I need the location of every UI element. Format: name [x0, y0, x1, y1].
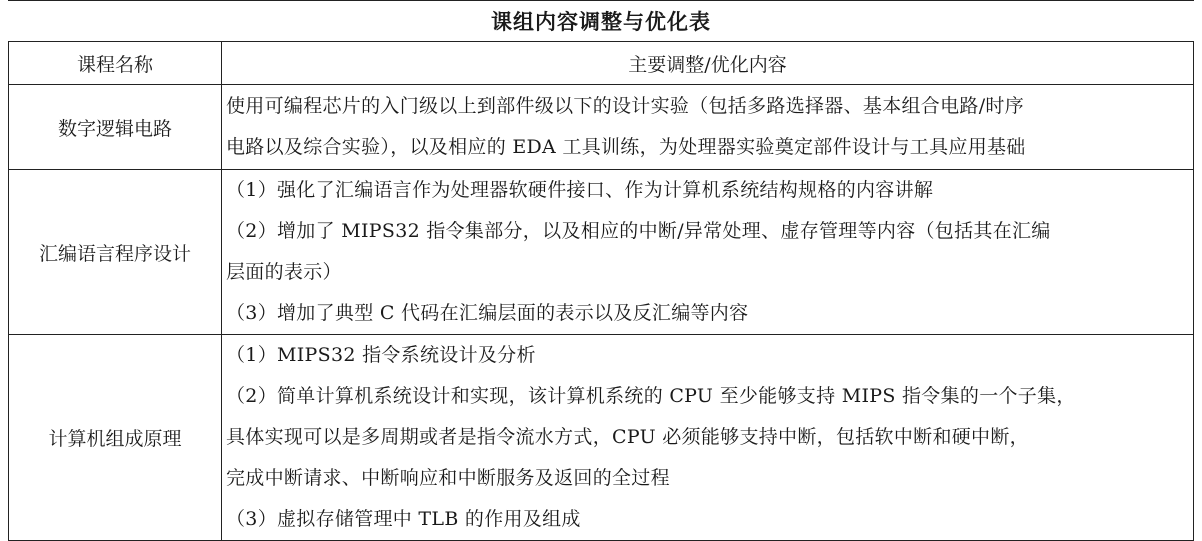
content-line: （3）增加了典型 C 代码在汇编层面的表示以及反汇编等内容	[226, 302, 749, 324]
content-line: （1）强化了汇编语言作为处理器软硬件接口、作为计算机系统结构规格的内容讲解	[226, 179, 934, 201]
table-row	[9, 335, 1194, 541]
content-line: 使用可编程芯片的入门级以上到部件级以下的设计实验（包括多路选择器、基本组合电路/时序	[226, 95, 1025, 117]
header-course-name: 课程名称	[9, 42, 222, 85]
content-cell	[222, 85, 1194, 170]
content-cell	[222, 335, 1194, 541]
course-adjustment-table	[8, 41, 1194, 541]
content-line: （3）虚拟存储管理中 TLB 的作用及组成	[226, 508, 581, 530]
content-line: 电路以及综合实验），以及相应的 EDA 工具训练，为处理器实验奠定部件设计与工具应用基础	[226, 136, 1026, 158]
content-line: （1）MIPS32 指令系统设计及分析	[226, 344, 536, 366]
table-row	[9, 170, 1194, 335]
course-name-cell: 计算机组成原理	[9, 335, 222, 541]
table-row	[9, 85, 1194, 170]
content-line: 完成中断请求、中断响应和中断服务及返回的全过程	[226, 467, 670, 489]
header-main-content: 主要调整/优化内容	[222, 42, 1194, 85]
content-line: （2）增加了 MIPS32 指令集部分，以及相应的中断/异常处理、虚存管理等内容（包括其在汇编	[226, 220, 1051, 242]
content-line: 层面的表示）	[226, 261, 342, 283]
content-line: 具体实现可以是多周期或者是指令流水方式，CPU 必须能够支持中断，包括软中断和硬中断，	[226, 426, 1029, 448]
course-name-cell: 数字逻辑电路	[9, 85, 222, 170]
content-cell	[222, 170, 1194, 335]
table-header-row	[9, 42, 1194, 85]
table-title: 课组内容调整与优化表	[8, 0, 1194, 42]
content-line: （2）简单计算机系统设计和实现，该计算机系统的 CPU 至少能够支持 MIPS 指令集的一个子集，	[226, 385, 1076, 407]
course-name-cell: 汇编语言程序设计	[9, 170, 222, 335]
